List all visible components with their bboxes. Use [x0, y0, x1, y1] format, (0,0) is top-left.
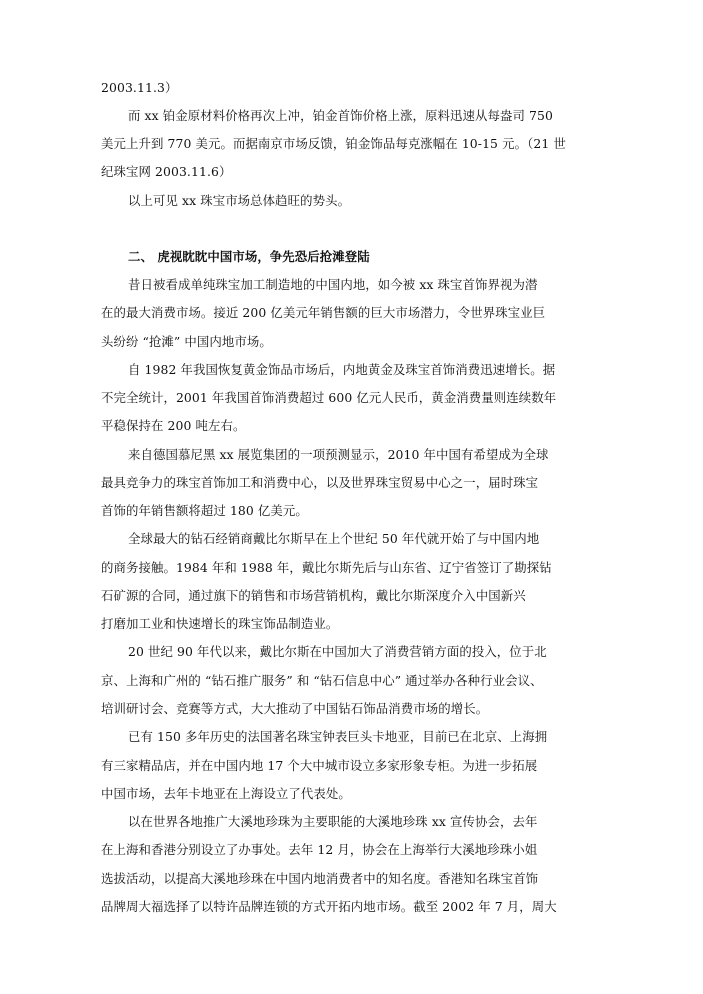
text-line: 而 xx 铂金原材料价格再次上冲，铂金首饰价格上涨，原料迅速从每盎司 750	[128, 108, 553, 123]
text-line: 昔日被看成单纯珠宝加工制造地的中国内地，如今被 xx 珠宝首饰界视为潜	[128, 277, 538, 292]
text-line: 不完全统计，2001 年我国首饰消费超过 600 亿元人民币，黄金消费量则连续数年	[101, 390, 557, 405]
text-line: 选拔活动，以提高大溪地珍珠在中国内地消费者中的知名度。香港知名珠宝首饰	[101, 871, 539, 886]
text-line: 美元上升到 770 美元。而据南京市场反馈，铂金饰品每克涨幅在 10-15 元。（21 世	[101, 136, 566, 151]
text-line: 以上可见 xx 珠宝市场总体趋旺的势头。	[128, 193, 351, 208]
text-line: 平稳保持在 200 吨左右。	[101, 418, 246, 433]
text-line: 2003.11.3）	[101, 80, 178, 95]
text-line: 最具竞争力的珠宝首饰加工和消费中心，以及世界珠宝贸易中心之一，届时珠宝	[101, 475, 539, 490]
text-line: 自 1982 年我国恢复黄金饰品市场后，内地黄金及珠宝首饰消费迅速增长。据	[128, 362, 556, 377]
text-line: 石矿源的合同，通过旗下的销售和市场营销机构，戴比尔斯深度介入中国新兴	[101, 588, 526, 603]
text-line: 的商务接触。1984 年和 1988 年，戴比尔斯先后与山东省、辽宁省签订了勘探钻	[101, 560, 552, 575]
text-line: 20 世纪 90 年代以来，戴比尔斯在中国加大了消费营销方面的投入，位于北	[128, 644, 547, 659]
text-line: 有三家精品店，并在中国内地 17 个大中城市设立多家形象专柜。为进一步拓展	[101, 758, 538, 773]
text-line: 来自德国慕尼黑 xx 展览集团的一项预测显示，2010 年中国有希望成为全球	[128, 447, 549, 462]
section-heading: 二、 虎视眈眈中国市场，争先恐后抢滩登陆	[128, 249, 370, 264]
text-line: 在的最大消费市场。接近 200 亿美元年销售额的巨大市场潜力，令世界珠宝业巨	[101, 305, 546, 320]
text-line: 头纷纷 “抢滩” 中国内地市场。	[101, 334, 272, 349]
text-line: 培训研讨会、竞赛等方式，大大推动了中国钻石饰品消费市场的增长。	[101, 701, 489, 716]
text-line: 已有 150 多年历史的法国著名珠宝钟表巨头卡地亚，目前已在北京、上海拥	[128, 729, 548, 744]
text-line: 以在世界各地推广大溪地珍珠为主要职能的大溪地珍珠 xx 宣传协会，去年	[128, 814, 538, 829]
text-line: 打磨加工业和快速增长的珠宝饰品制造业。	[101, 616, 339, 631]
text-line: 品牌周大福选择了以特许品牌连锁的方式开拓内地市场。截至 2002 年 7 月，周大	[101, 899, 557, 914]
text-line: 在上海和香港分别设立了办事处。去年 12 月，协会在上海举行大溪地珍珠小姐	[101, 842, 538, 857]
text-line: 全球最大的钻石经销商戴比尔斯早在上个世纪 50 年代就开始了与中国内地	[128, 531, 540, 546]
text-line: 纪珠宝网 2003.11.6）	[101, 164, 232, 179]
text-line: 中国市场，去年卡地亚在上海设立了代表处。	[101, 786, 351, 801]
text-line: 京、上海和广州的 “钻石推广服务” 和 “钻石信息中心” 通过举办各种行业会议、	[101, 673, 543, 688]
text-line: 首饰的年销售额将超过 180 亿美元。	[101, 503, 308, 518]
